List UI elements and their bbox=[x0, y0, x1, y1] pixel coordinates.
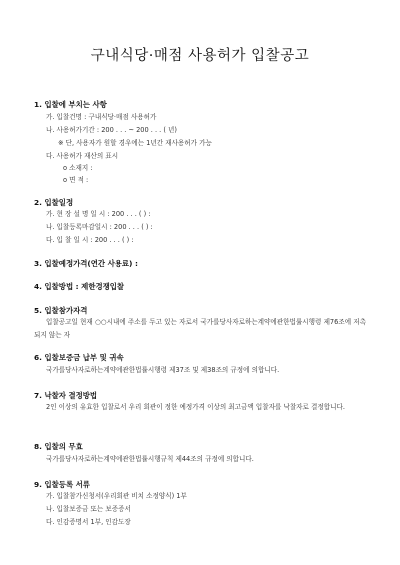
section-6-heading: 6. 입찰보증금 납부 및 귀속 bbox=[34, 353, 124, 362]
section-5-paragraph: 입찰공고일 현재 ○○시내에 주소를 두고 있는 자로서 국가를당사자로하는계약에관한법률시행령 제76조에 저촉되지 않는 자 bbox=[34, 318, 366, 339]
section-1-item-b: 나. 사용허가기간 : 200 . . . ~ 200 . . . ( 년) bbox=[46, 126, 177, 134]
document-title: 구내식당·매점 사용허가 입찰공고 bbox=[90, 48, 310, 64]
section-1-item-a: 가. 입찰건명 : 구내식당·매점 사용허가 bbox=[46, 113, 157, 121]
property-area: o 면 적 : bbox=[63, 176, 89, 184]
section-2-item-b: 나. 입찰등록마감일시 : 200 . . . ( ) : bbox=[46, 223, 153, 231]
section-9-item-a: 가. 입찰참가신청서(우리회관 비치 소정양식) 1부 bbox=[46, 492, 187, 500]
section-9-item-c: 다. 인감증명서 1부, 인감도장 bbox=[46, 518, 131, 526]
section-2-item-a: 가. 현 장 설 명 일 시 : 200 . . . ( ) : bbox=[46, 210, 151, 218]
section-9-item-b: 나. 입찰보증금 또는 보증증서 bbox=[46, 505, 131, 513]
section-5-heading: 5. 입찰참가자격 bbox=[34, 306, 88, 315]
section-2-item-c: 다. 입 찰 일 시 : 200 . . . ( ) : bbox=[46, 236, 134, 244]
section-3-heading: 3. 입찰예정가격(연간 사용료) : bbox=[34, 259, 138, 268]
section-1-item-c: 다. 사용허가 재산의 표시 bbox=[46, 152, 119, 160]
property-location: o 소재지 : bbox=[63, 164, 93, 172]
section-1-heading: 1. 입찰에 부치는 사항 bbox=[34, 100, 107, 109]
section-8-heading: 8. 입찰의 무효 bbox=[34, 442, 83, 451]
section-7-heading: 7. 낙찰자 결정방법 bbox=[34, 391, 98, 400]
section-1-note: ※ 단, 사용자가 원할 경우에는 1년간 재사용허가 가능 bbox=[58, 139, 212, 147]
section-2-heading: 2. 입찰일정 bbox=[34, 198, 74, 207]
section-6-paragraph: 국가를당사자로하는계약에관한법률시행령 제37조 및 제38조의 규정에 의합니다. bbox=[46, 366, 280, 374]
section-9-heading: 9. 입찰등록 서류 bbox=[34, 480, 90, 489]
section-4-heading: 4. 입찰방법 : 제한경쟁입찰 bbox=[34, 282, 125, 291]
section-8-paragraph: 국가를당사자로하는계약에관한법률시행규칙 제44조의 규정에 의합니다. bbox=[46, 455, 254, 463]
section-7-paragraph: 2인 이상의 유효한 입찰로서 우리 회관이 정한 예정가격 이상의 최고금액 입찰자를 낙찰자로 결정합니다. bbox=[46, 403, 345, 411]
